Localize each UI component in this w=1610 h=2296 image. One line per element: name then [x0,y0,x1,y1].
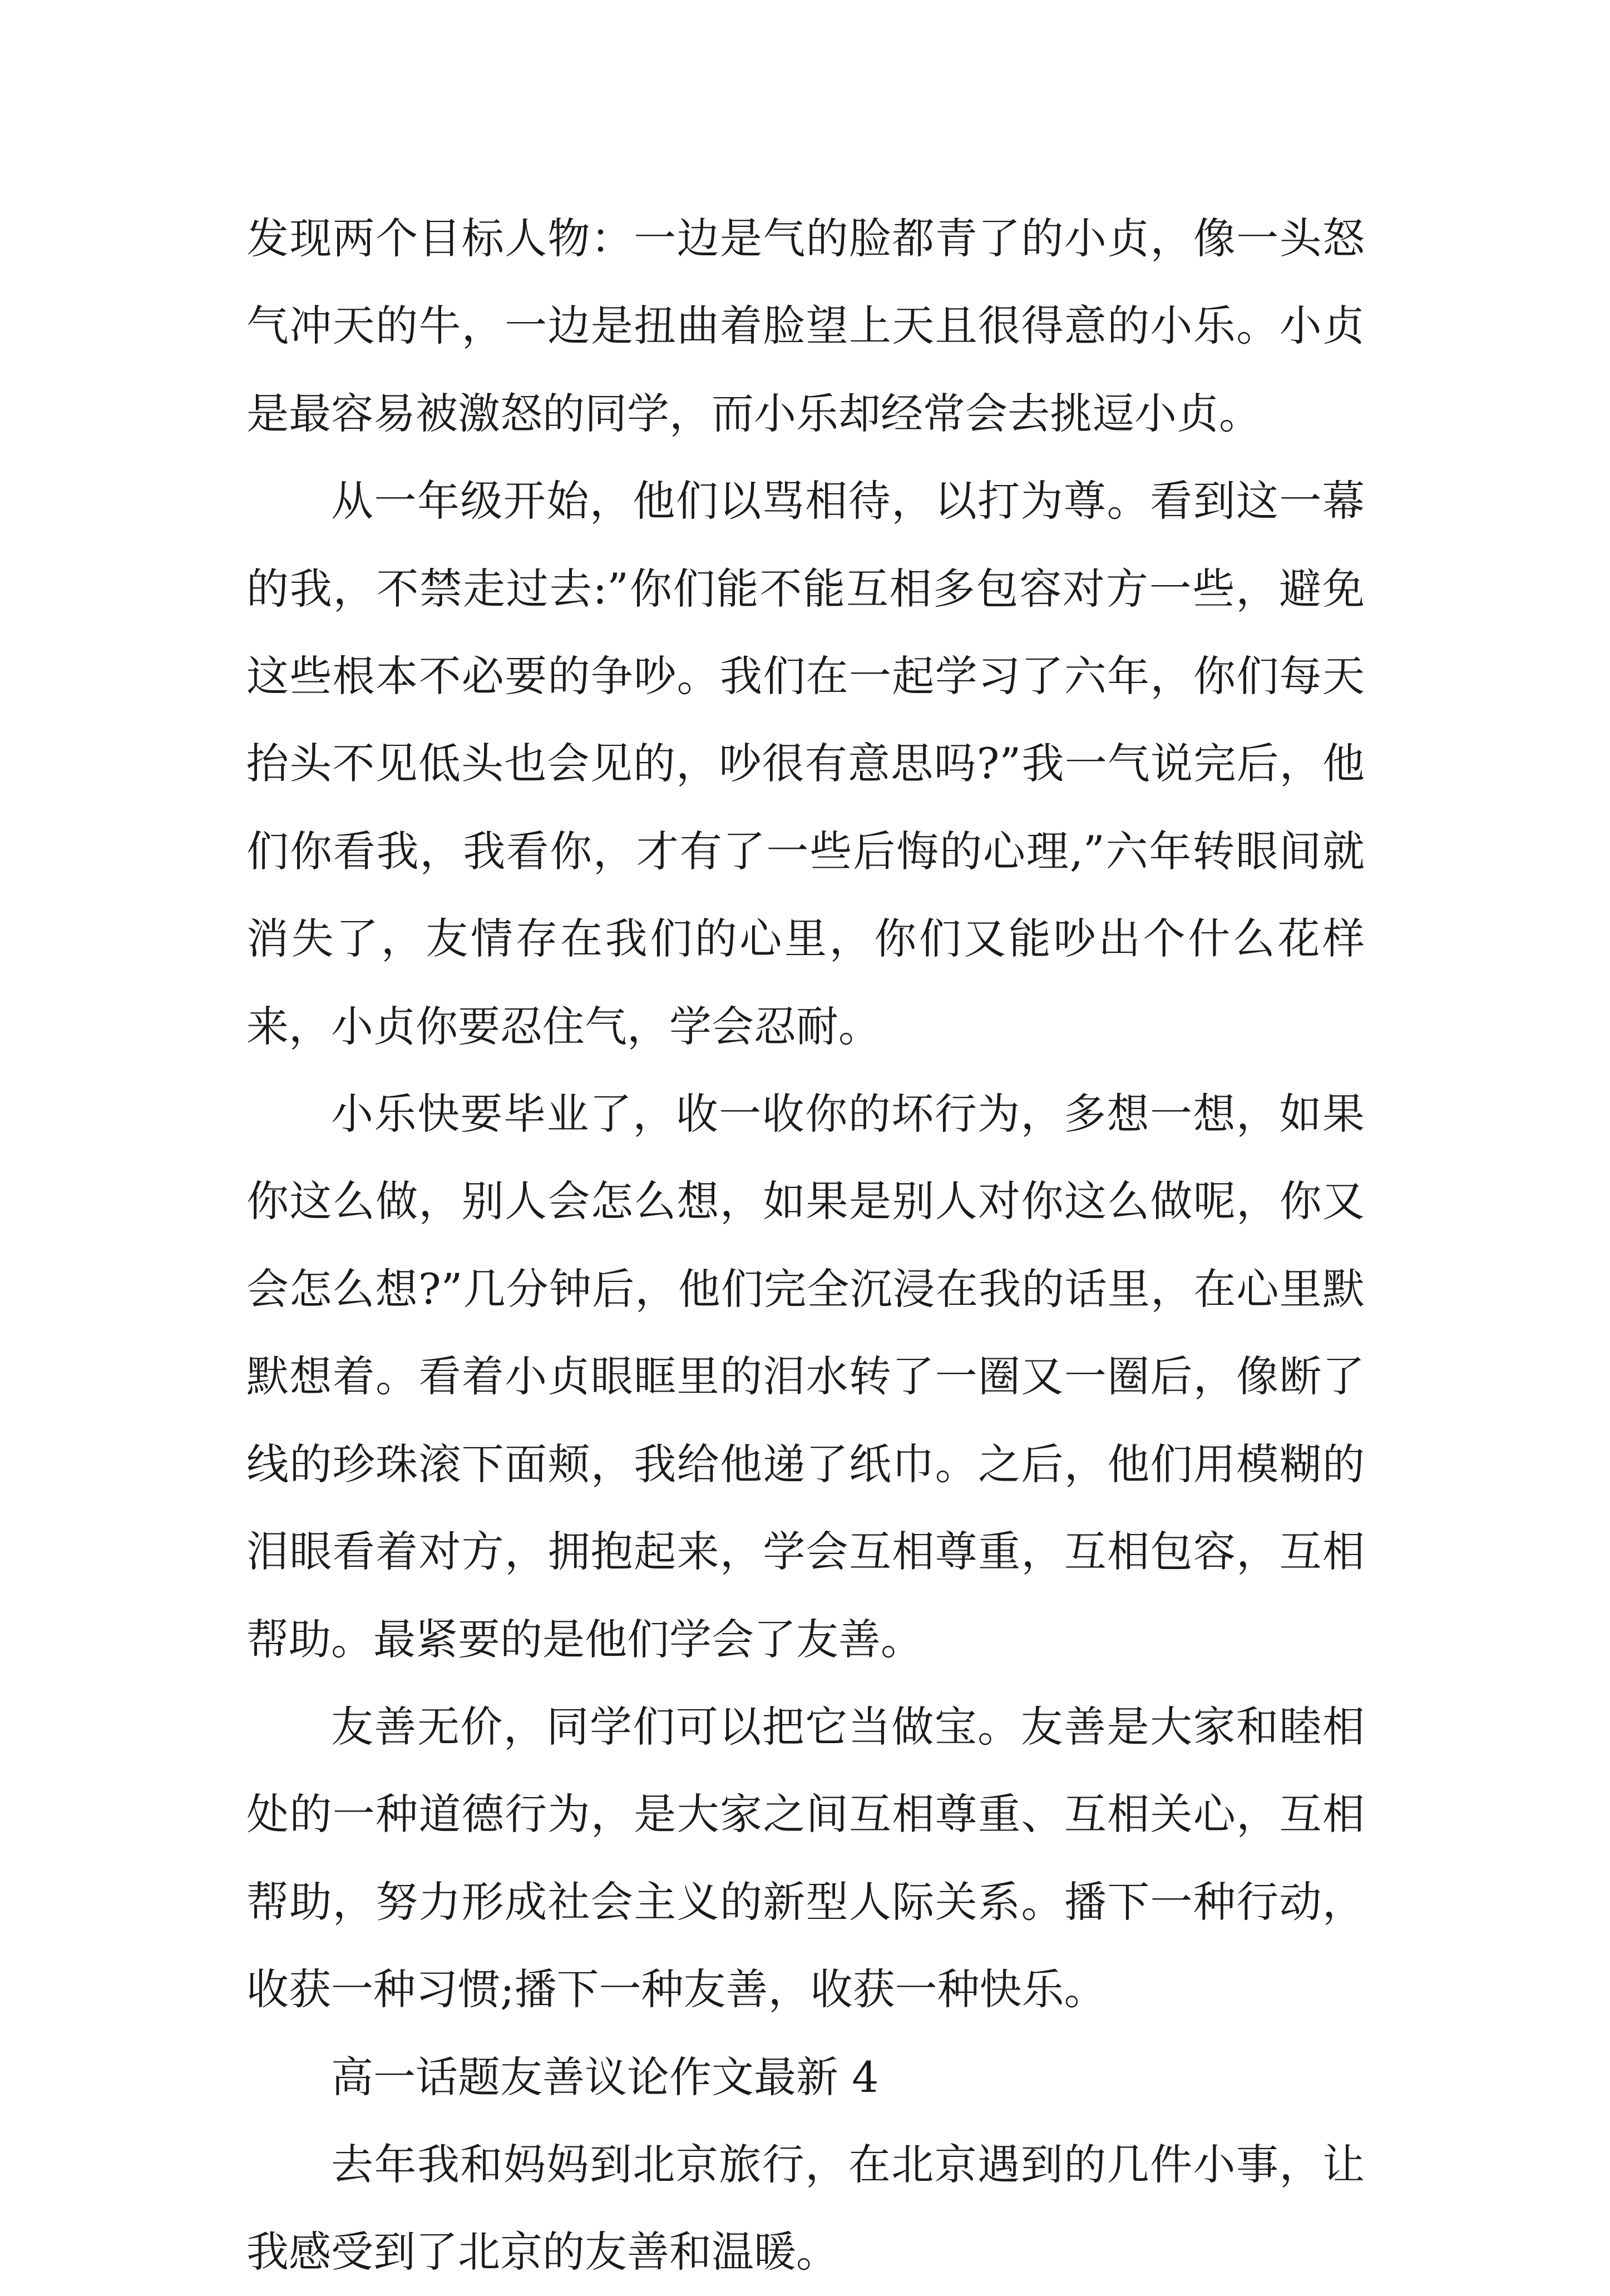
paragraph-4: 友善无价，同学们可以把它当做宝。友善是大家和睦相处的一种道德行为，是大家之间互相尊重、互相关心，互相帮助，努力形成社会主义的新型人际关系。播下一种行动，收获一种习惯;播下一种友善，收获一种快乐。 [246,1701,1365,2015]
paragraph-3: 小乐快要毕业了，收一收你的坏行为，多想一想，如果你这么做，别人会怎么想，如果是别人对你这么做呢，你又会怎么想?”几分钟后，他们完全沉浸在我的话里，在心里默默想着。看着小贞眼眶里的泪水转了一圈又一圈后，像断了线的珍珠滚下面颊，我给他递了纸巾。之后，他们用模糊的泪眼看着对方，拥抱起来，学会互相尊重，互相包容，互相帮助。最紧要的是他们学会了友善。 [246,1089,1365,1664]
section-heading: 高一话题友善议论作文最新 4 [331,2052,879,2102]
paragraph-1: 发现两个目标人物：一边是气的脸都青了的小贞，像一头怒气冲天的牛，一边是扭曲着脸望上天且很得意的小乐。小贞是最容易被激怒的同学，而小乐却经常会去挑逗小贞。 [246,214,1365,438]
body-text [246,195,1365,2296]
paragraph-5: 去年我和妈妈到北京旅行，在北京遇到的几件小事，让我感受到了北京的友善和温暖。 [246,2139,1365,2277]
paragraph-2: 从一年级开始，他们以骂相待，以打为尊。看到这一幕的我，不禁走过去:”你们能不能互相多包容对方一些，避免这些根本不必要的争吵。我们在一起学习了六年，你们每天抬头不见低头也会见的，吵很有意思吗?”我一气说完后，他们你看我，我看你，才有了一些后悔的心理,”六年转眼间就消失了，友情存在我们的心里，你们又能吵出个什么花样来，小贞你要忍住气，学会忍耐。 [246,476,1365,1051]
